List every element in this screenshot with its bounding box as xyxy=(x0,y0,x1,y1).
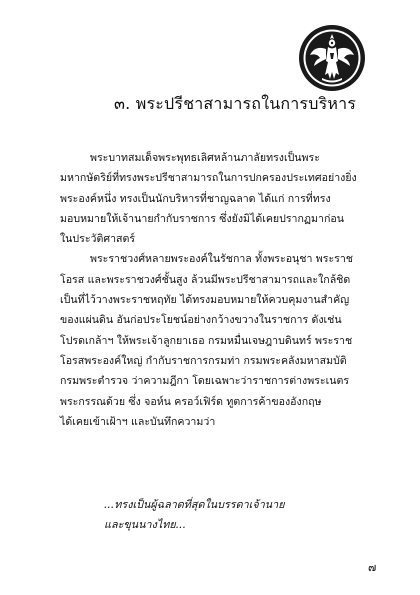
page-number: ๗ xyxy=(368,561,377,574)
text-line: เป็นที่ไว้วางพระราชหฤทัย ได้ทรงมอบหมายให้ควบคุมงานสำคัญ xyxy=(60,294,350,307)
royal-emblem-garuda-icon xyxy=(297,23,367,93)
text-line: มอบหมายให้เจ้านายกำกับราชการ ซึ่งยังมิได้เคยปรากฏมาก่อน xyxy=(60,212,344,225)
text-line: พระองค์หนึ่ง ทรงเป็นนักบริหารที่ชาญฉลาด ได้แก่ การที่ทรง xyxy=(60,192,331,205)
text-line: โอรสพระองค์ใหญ่ กำกับราชการกรมท่า กรมพระคลังมหาสมบัติ xyxy=(60,354,347,367)
text-line: มหากษัตริย์ที่ทรงพระปรีชาสามารถในการปกครองประเทศอย่างยิ่ง xyxy=(60,172,357,185)
text-line: พระราชวงศ์หลายพระองค์ในรัชกาล ทั้งพระอนุชา พระราช xyxy=(90,253,353,266)
text-line: ในประวัติศาสตร์ xyxy=(60,233,136,246)
text-line: ของแผ่นดิน อันก่อประโยชน์อย่างกว้างขวางในราชการ ดังเช่น xyxy=(60,314,342,327)
paragraph-1 xyxy=(60,148,376,249)
section-title: ๓. พระปรีชาสามารถในการบริหาร xyxy=(114,94,357,113)
text-line: พระกรรณด้วย ซึ่ง จอห์น ครอว์เฟิร์ด ทูตการค้าของอังกฤษ xyxy=(60,395,322,408)
paragraph-2 xyxy=(60,249,376,432)
text-line: กรมพระตำรวจ ว่าความฎีกา โดยเฉพาะว่าราชการต่างพระเนตร xyxy=(60,375,350,388)
quotation xyxy=(104,495,285,535)
text-line: โอรส และพระราชวงศ์ชั้นสูง ล้วนมีพระปรีชาสามารถและใกล้ชิด xyxy=(60,273,351,286)
quote-line: และขุนนางไทย... xyxy=(104,518,187,531)
text-line: โปรดเกล้าฯ ให้พระเจ้าลูกยาเธอ กรมหมื่นเจษฎาบดินทร์ พระราช xyxy=(60,334,353,347)
body-text xyxy=(60,148,376,432)
text-line: พระบาทสมเด็จพระพุทธเลิศหล้านภาลัยทรงเป็นพระ xyxy=(90,152,320,164)
text-line: ได้เคยเข้าเฝ้าฯ และบันทึกความว่า xyxy=(60,415,216,428)
quote-line: ...ทรงเป็นผู้ฉลาดที่สุดในบรรดาเจ้านาย xyxy=(104,498,285,511)
